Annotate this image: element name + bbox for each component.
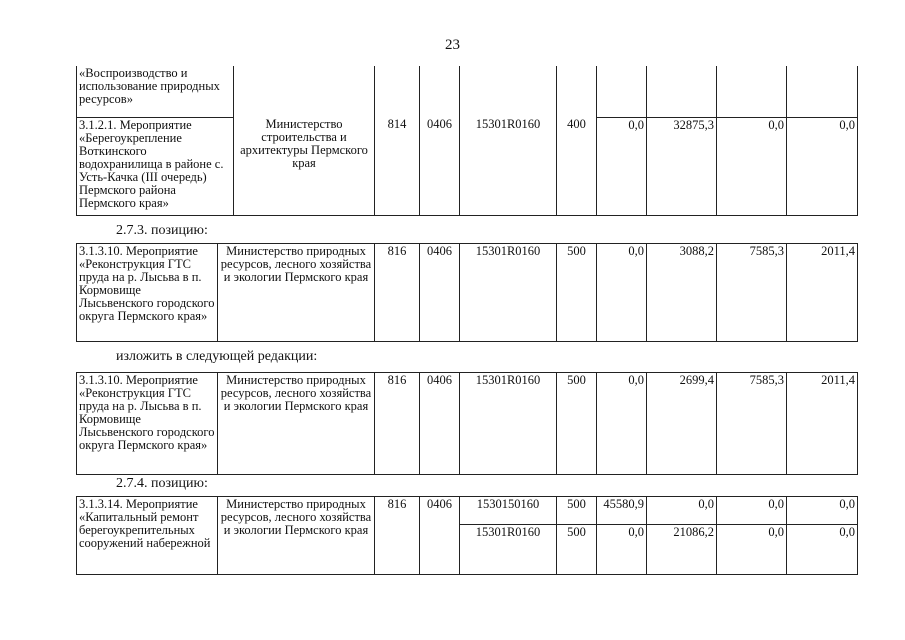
grbs-code: 816 — [375, 373, 420, 475]
value-2: 0,0 — [647, 497, 717, 525]
value-3: 0,0 — [717, 497, 787, 525]
table-row — [77, 117, 858, 215]
grbs-code: 816 — [375, 497, 420, 575]
csr-code: 15301R0160 — [460, 244, 557, 342]
value-2: 32875,3 — [647, 117, 717, 215]
measure-name: 3.1.3.10. Мероприятие «Реконструкция ГТС пруда на р. Лысьва в п. Кормовище Лысьвенского городского округа Пермского края» — [77, 373, 218, 475]
grbs-code: 814 — [375, 117, 420, 215]
value-4: 0,0 — [787, 525, 858, 575]
vr-code: 400 — [557, 117, 597, 215]
rzpr-code: 0406 — [420, 117, 460, 215]
continuation-table — [76, 66, 858, 216]
value-3: 7585,3 — [717, 244, 787, 342]
program-name: «Воспроизводство и использование природных ресурсов» — [79, 66, 220, 106]
value-3: 0,0 — [717, 117, 787, 215]
csr-code: 15301R0160 — [460, 525, 557, 575]
csr-code: 1530150160 — [460, 497, 557, 525]
vr-code: 500 — [557, 525, 597, 575]
table-row — [77, 244, 858, 342]
ministry: Министерство природных ресурсов, лесного хозяйства и экологии Пермского края — [218, 497, 375, 575]
measure-name: 3.1.3.14. Мероприятие «Капитальный ремонт берегоукрепительных сооружений набережной — [77, 497, 218, 575]
csr-code: 15301R0160 — [460, 373, 557, 475]
note-2-7-4: 2.7.4. позицию: — [116, 476, 208, 491]
new-position-table — [76, 372, 858, 475]
table-row — [77, 373, 858, 475]
grbs-code: 816 — [375, 244, 420, 342]
value-2: 2699,4 — [647, 373, 717, 475]
value-1: 0,0 — [597, 373, 647, 475]
table-row — [77, 497, 858, 525]
value-4: 0,0 — [787, 117, 858, 215]
csr-code: 15301R0160 — [460, 117, 557, 215]
position-3-1-3-14-table — [76, 496, 858, 575]
value-1: 0,0 — [597, 525, 647, 575]
value-4: 0,0 — [787, 497, 858, 525]
measure-name: 3.1.2.1. Мероприятие «Берегоукрепление Воткинского водохранилища в районе с. Усть-Качка (III очередь) Пермского района Пермского края» — [77, 117, 234, 215]
ministry: Министерство природных ресурсов, лесного хозяйства и экологии Пермского края — [218, 373, 375, 475]
page-number: 23 — [445, 37, 460, 53]
note-edit: изложить в следующей редакции: — [116, 349, 318, 364]
rzpr-code: 0406 — [420, 373, 460, 475]
vr-code: 500 — [557, 373, 597, 475]
measure-name: 3.1.3.10. Мероприятие «Реконструкция ГТС пруда на р. Лысьва в п. Кормовище Лысьвенского городского округа Пермского края» — [77, 244, 218, 342]
value-2: 21086,2 — [647, 525, 717, 575]
vr-code: 500 — [557, 244, 597, 342]
value-3: 7585,3 — [717, 373, 787, 475]
value-1: 0,0 — [597, 117, 647, 215]
value-2: 3088,2 — [647, 244, 717, 342]
rzpr-code: 0406 — [420, 497, 460, 575]
old-position-table — [76, 243, 858, 342]
note-2-7-3: 2.7.3. позицию: — [116, 223, 208, 238]
vr-code: 500 — [557, 497, 597, 525]
rzpr-code: 0406 — [420, 244, 460, 342]
value-3: 0,0 — [717, 525, 787, 575]
program-name-cell — [77, 66, 234, 117]
ministry: Министерство природных ресурсов, лесного хозяйства и экологии Пермского края — [218, 244, 375, 342]
value-1: 45580,9 — [597, 497, 647, 525]
value-4: 2011,4 — [787, 373, 858, 475]
value-4: 2011,4 — [787, 244, 858, 342]
ministry: Министерство строительства и архитектуры Пермского края — [234, 117, 375, 215]
value-1: 0,0 — [597, 244, 647, 342]
